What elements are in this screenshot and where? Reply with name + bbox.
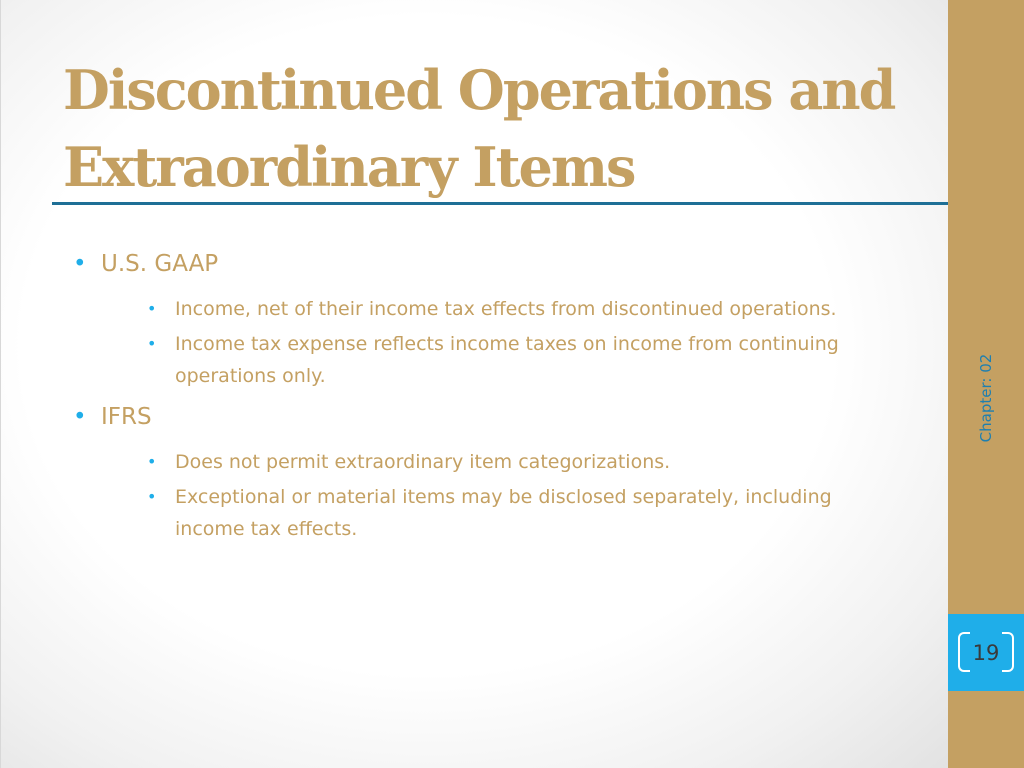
bullet-dot-icon: • <box>147 334 157 353</box>
slide-body <box>73 247 923 548</box>
page-number: 19 <box>972 641 1000 665</box>
bullet-text: Income, net of their income tax effects from discontinued operations. <box>175 298 837 320</box>
section-us-gaap <box>73 247 923 392</box>
bullet-level-2 <box>73 481 895 545</box>
bullet-level-1 <box>73 247 923 281</box>
bullet-text: Exceptional or material items may be disclosed separately, including income tax effects. <box>175 486 832 540</box>
bullet-dot-icon: • <box>73 251 87 277</box>
bullet-dot-icon: • <box>73 404 87 430</box>
bullet-dot-icon: • <box>147 452 157 471</box>
sub-bullet-list <box>73 446 923 545</box>
bullet-level-1 <box>73 400 923 434</box>
slide-title-line-2: Extraordinary Items <box>63 135 635 199</box>
bullet-level-2 <box>73 328 895 392</box>
bullet-text: Income tax expense reflects income taxes on income from continuing operations only. <box>175 333 839 387</box>
chapter-label: Chapter: 02 <box>977 353 995 443</box>
bullet-dot-icon: • <box>147 487 157 506</box>
section-heading: IFRS <box>101 404 152 430</box>
bullet-text: Does not permit extraordinary item categorizations. <box>175 451 671 473</box>
section-ifrs <box>73 400 923 545</box>
bullet-level-2 <box>73 293 895 325</box>
bullet-dot-icon: • <box>147 299 157 318</box>
page-number-box <box>948 614 1024 691</box>
bullet-level-2 <box>73 446 895 478</box>
title-divider <box>52 202 973 205</box>
slide-title-line-1: Discontinued Operations and <box>63 58 895 122</box>
sub-bullet-list <box>73 293 923 392</box>
slide-title <box>63 52 943 206</box>
section-heading: U.S. GAAP <box>101 251 219 277</box>
